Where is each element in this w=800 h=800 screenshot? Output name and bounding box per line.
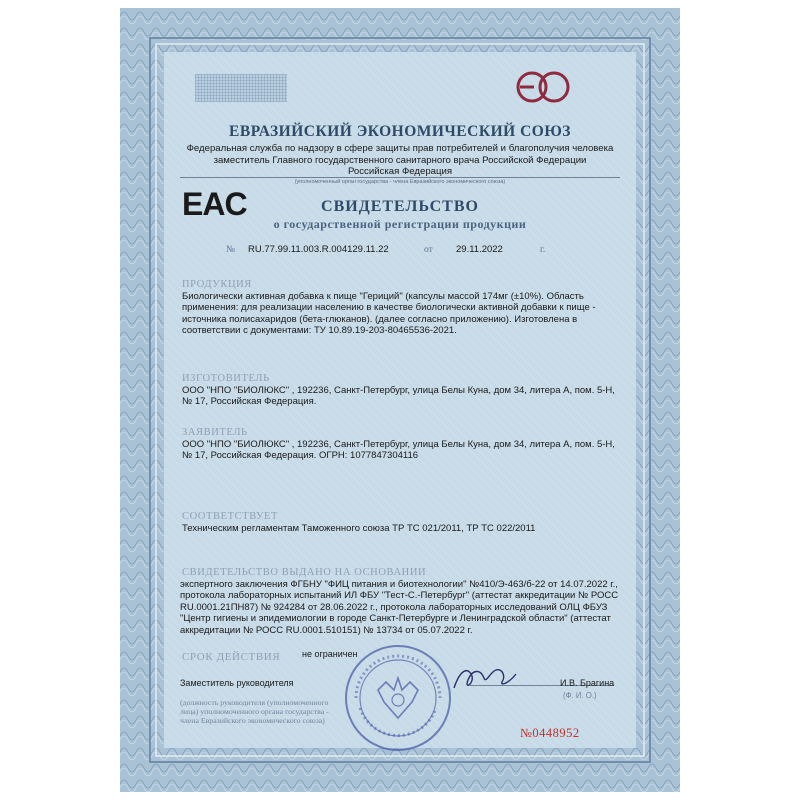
agency-line: заместитель Главного государственного санитарного врача Российской Федерации (213, 154, 587, 166)
text-line: протокола лабораторных испытаний ИЛ ФБУ "Тест-С.-Петербург" (аттестат аккредитации № РОСС (180, 590, 619, 602)
conformity-text (182, 523, 624, 534)
manufacturer-heading: ИЗГОТОВИТЕЛЬ (182, 373, 270, 384)
number-label: № (226, 245, 236, 255)
registration-number: RU.77.99.11.003.R.004129.11.22 (248, 244, 389, 255)
text-line: экспертного заключения ФГБНУ "ФИЦ питания и биотехнологии" №410/Э-463/б-22 от 14.07.2022 г., (180, 579, 618, 590)
text-line: RU.0001.21ПН87) № 924284 от 28.06.2022 г., протокола лабораторных исследований ОЛЦ ФБУЗ (180, 601, 608, 613)
certificate-subtitle: о государственной регистрации продукции (273, 217, 527, 231)
serial-number: №0448952 (520, 726, 580, 740)
certificate-title: СВИДЕТЕЛЬСТВО (321, 198, 479, 215)
caption-line: члена Евразийского экономического союза) (180, 716, 325, 725)
position-caption (180, 698, 329, 725)
handwritten-signature-icon (450, 662, 524, 696)
text-line: № 17, Российская Федерация. (182, 396, 317, 408)
signatory-position: Заместитель руководителя (180, 678, 294, 688)
date-suffix: г. (540, 245, 546, 255)
product-text (182, 291, 624, 337)
validity-value: не ограничен (302, 649, 358, 659)
text-line: источника полисахаридов (бета-глюканов). (далее согласно приложению). Изготовлена в (182, 313, 578, 325)
certificate-sheet (120, 8, 680, 792)
product-heading: ПРОДУКЦИЯ (182, 279, 252, 290)
conformity-heading: СООТВЕТСТВУЕТ (182, 511, 279, 522)
date-prefix: от (424, 245, 433, 255)
eac-mark-icon: EAC (182, 186, 247, 222)
agency-line: Федеральная служба по надзору в сфере защиты прав потребителей и благополучия человека (186, 143, 614, 154)
text-line: аккредитации № РОСС RU.0001.510151) № 13734 от 05.07.2022 г. (180, 624, 473, 636)
signatory-name: И.В. Брагина (560, 678, 615, 688)
agency-line: Российская Федерация (347, 166, 453, 177)
text-line: № 17, Российская Федерация. ОГРН: 1077847304116 (182, 450, 419, 462)
security-pattern-block (195, 74, 287, 102)
caption-line: (должность руководителя (уполномоченного (180, 698, 329, 707)
name-caption: (Ф. И. О.) (563, 691, 597, 700)
text-line: Техническим регламентам Таможенного союза ТР ТС 021/2011, ТР ТС 022/2011 (182, 523, 536, 534)
official-stamp-icon (342, 642, 454, 754)
validity-heading: СРОК ДЕЙСТВИЯ (182, 651, 281, 663)
sanitary-logo-icon (512, 70, 576, 104)
applicant-text (182, 439, 624, 462)
basis-text (180, 579, 622, 636)
text-line: Биологически активная добавка к пище "Гериций" (капсулы массой 174мг (±10%). Область (182, 291, 584, 302)
text-line: ООО "НПО "БИОЛЮКС" , 192236, Санкт-Петербург, улица Белы Куна, дом 34, литера А, пом. 5-Н, (182, 439, 615, 450)
text-line: "Центр гигиены и эпидемиологии в городе Санкт-Петербурге и Ленинградской области" (аттестат (180, 613, 611, 625)
caption-line: лица) уполномоченного органа государства - (180, 707, 329, 716)
text-line: ООО "НПО "БИОЛЮКС" , 192236, Санкт-Петербург, улица Белы Куна, дом 34, литера А, пом. 5-Н, (182, 385, 615, 396)
applicant-heading: ЗАЯВИТЕЛЬ (182, 427, 248, 438)
manufacturer-text (182, 385, 624, 408)
basis-heading: СВИДЕТЕЛЬСТВО ВЫДАНО НА ОСНОВАНИИ (182, 567, 427, 578)
union-title: ЕВРАЗИЙСКИЙ ЭКОНОМИЧЕСКИЙ СОЮЗ (229, 123, 571, 140)
text-line: применения: для реализации населению в качестве биологически активной добавки к пище - (182, 302, 596, 314)
text-line: соответствии с документами: ТУ 10.89.19-203-80465536-2021. (182, 325, 457, 337)
agency-name (180, 143, 620, 178)
issue-date: 29.11.2022 (456, 244, 503, 255)
agency-caption: (уполномоченный орган государства - члена Евразийского экономического союза) (180, 177, 620, 185)
